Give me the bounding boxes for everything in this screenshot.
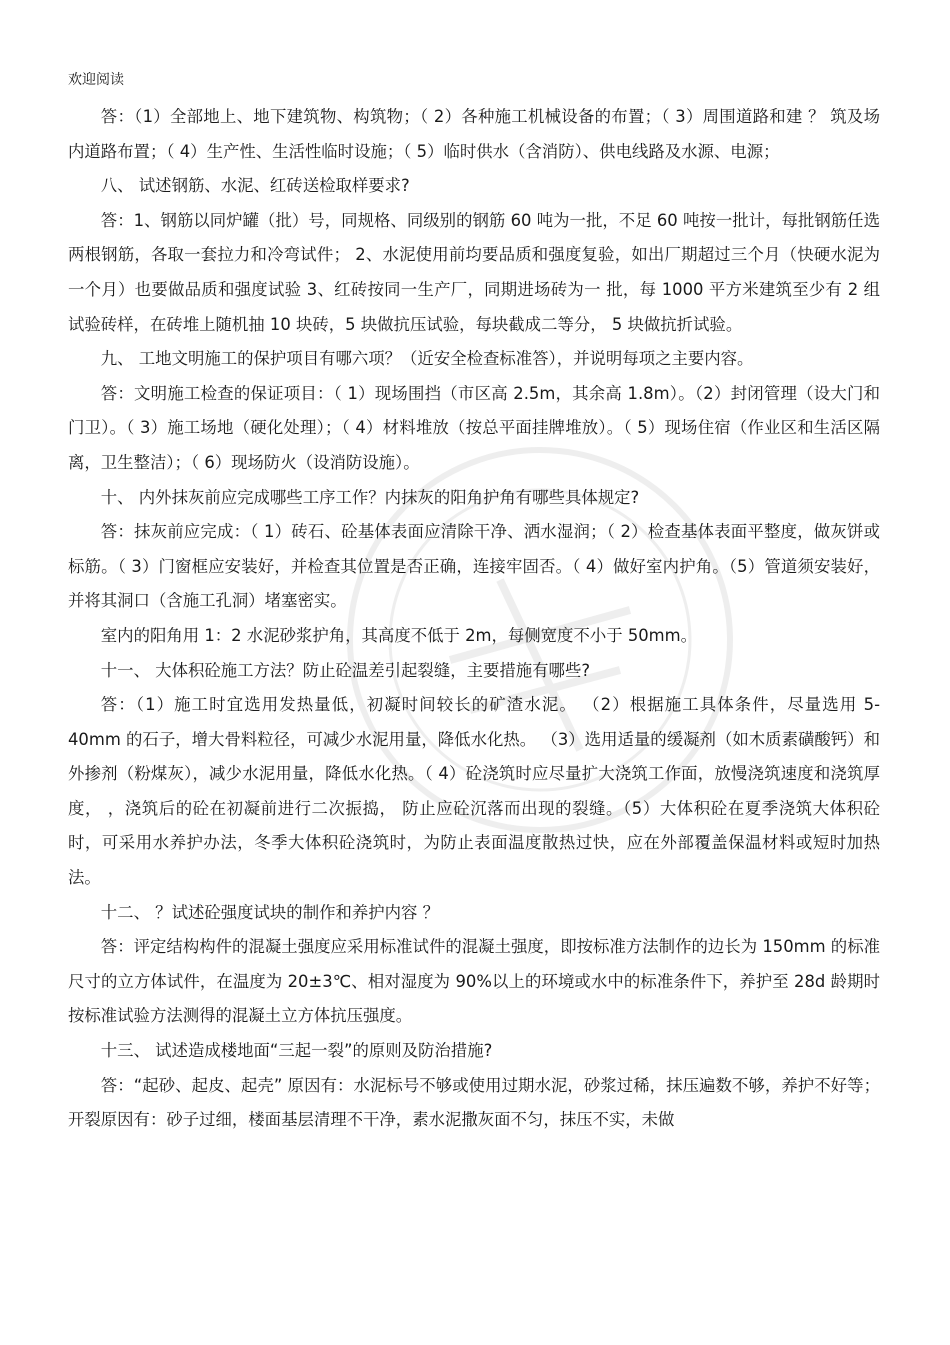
document-body bbox=[68, 100, 880, 1138]
answer-paragraph: 答：1、钢筋以同炉罐（批）号，同规格、同级别的钢筋 60 吨为一批，不足 60 吨按一批计，每批钢筋任选两根钢筋，各取一套拉力和冷弯试件； 2、水泥使用前均要品质和强度复验，如出厂期超过三个月（快硬水泥为一个月）也要做品质和强度试验 3、红砖按同一生产厂，同期进场砖为一 批，每 1000 平方米建筑至少有 2 组试验砖样，在砖堆上随机抽 10 块砖，5 块做抗压试验，每块截成二等分， 5 块做抗折试验。 bbox=[68, 210, 880, 334]
question-heading: 十、 内外抹灰前应完成哪些工序工作？内抹灰的阳角护角有哪些具体规定? bbox=[100, 487, 640, 507]
answer-paragraph: 室内的阳角用 1：2 水泥砂浆护角，其高度不低于 2m，每侧宽度不小于 50mm。 bbox=[100, 625, 698, 645]
answer-paragraph: 答：抹灰前应完成：（ 1）砖石、砼基体表面应清除干净、洒水湿润；（ 2）检查基体表面平整度，做灰饼或标筋。（ 3）门窗框应安装好，并检查其位置是否正确，连接牢固否。（ 4）做好室内护角。（5）管道须安装好，并将其洞口（含施工孔洞）堵塞密实。 bbox=[68, 522, 880, 611]
question-heading: 十三、 试述造成楼地面“三起一裂”的原则及防治措施? bbox=[100, 1041, 493, 1061]
question-heading: 八、 试述钢筋、水泥、红砖送检取样要求? bbox=[100, 176, 410, 196]
answer-paragraph: 答：“起砂、起皮、起壳” 原因有：水泥标号不够或使用过期水泥，砂浆过稀，抹压遍数不够，养护不好等；开裂原因有：砂子过细，楼面基层清理不干净，素水泥撒灰面不匀，抹压不实，未做 bbox=[68, 1075, 880, 1130]
answer-paragraph: 答：文明施工检查的保证项目：（ 1）现场围挡（市区高 2.5m，其余高 1.8m）。（2）封闭管理（设大门和门卫）。（ 3）施工场地（硬化处理）；（ 4）材料堆放（按总平面挂牌堆放）。（ 5）现场住宿（作业区和生活区隔离，卫生整洁）；（ 6）现场防火（设消防设施）。 bbox=[68, 383, 880, 472]
question-heading: 九、 工地文明施工的保护项目有哪六项？（近安全检查标准答），并说明每项之主要内容。 bbox=[100, 349, 754, 369]
question-heading: 十二、 ？试述砼强度试块的制作和养护内容 ？ bbox=[100, 902, 440, 922]
answer-paragraph: 答：（1）施工时宜选用发热量低，初凝时间较长的矿渣水泥。 （2）根据施工具体条件，尽量选用 5-40mm 的石子，增大骨料粒径，可减少水泥用量，降低水化热。 （3）选用适量的缓凝剂（如木质素磺酸钙）和外掺剂（粉煤灰），减少水泥用量，降低水化热。（ 4）砼浇筑时应尽量扩大浇筑工作面，放慢浇筑速度和浇筑厚度， ，浇筑后的砼在初凝前进行二次振捣， 防止应砼沉落而出现的裂缝。（5）大体积砼在夏季浇筑大体积砼时，可采用水养护办法，冬季大体积砼浇筑时，为防止表面温度散热过快，应在外部覆盖保温材料或短时加热法。 bbox=[68, 695, 880, 888]
answer-paragraph: 答：评定结构构件的混凝土强度应采用标准试件的混凝土强度，即按标准方法制作的边长为 150mm 的标准尺寸的立方体试件，在温度为 20±3℃、相对湿度为 90%以上的环境或水中的标准条件下，养护至 28d 龄期时按标准试验方法测得的混凝土立方体抗压强度。 bbox=[68, 937, 880, 1026]
question-heading: 十一、 大体积砼施工方法？防止砼温差引起裂缝，主要措施有哪些? bbox=[100, 660, 591, 680]
page-header: 欢迎阅读 bbox=[68, 72, 124, 88]
answer-paragraph: 答：（1）全部地上、地下建筑物、构筑物；（ 2）各种施工机械设备的布置；（ 3）周围道路和建 ？ 筑及场内道路布置；（ 4）生产性、生活性临时设施；（ 5）临时供水（含消防）、供电线路及水源、电源； bbox=[68, 107, 880, 161]
